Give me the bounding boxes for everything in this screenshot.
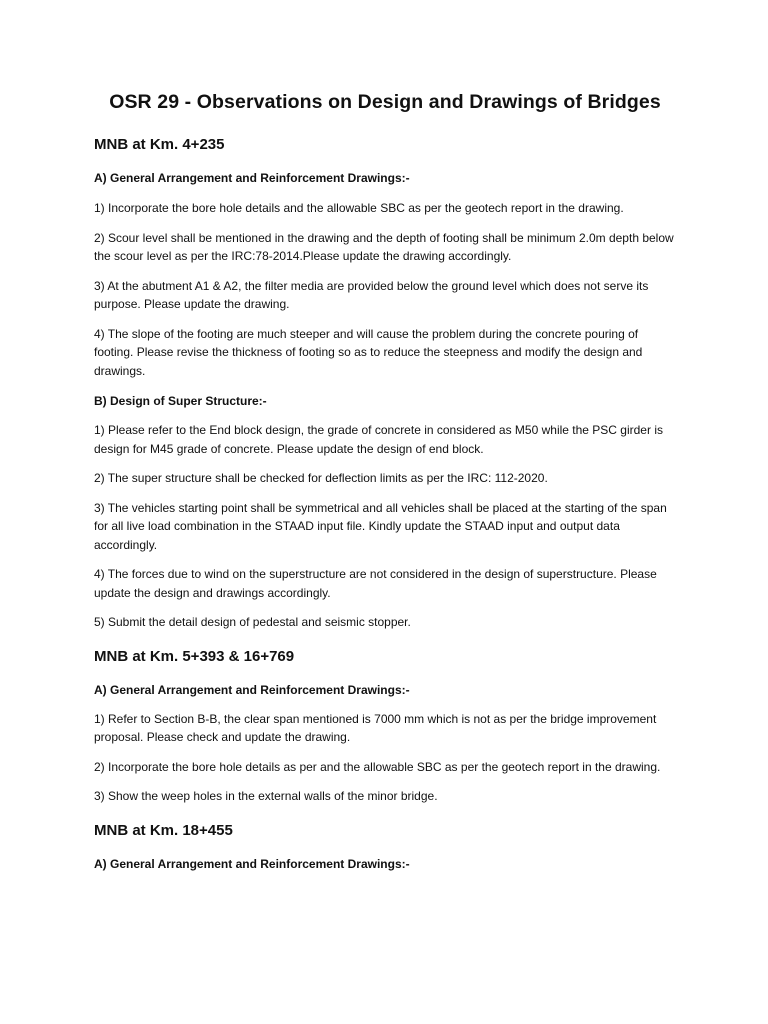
observation-item: 4) The slope of the footing are much steeper and will cause the problem during the concrete pouring of footing. Please revise the thickness of footing so as to reduce the steepness and modify the design and drawings. (94, 326, 643, 378)
document-page (0, 90, 768, 1024)
observation-list (94, 710, 676, 806)
observation-item: 2) Scour level shall be mentioned in the drawing and the depth of footing shall be minimum 2.0m depth below the scour level as per the IRC:78-2014.Please update the drawing accordingly. (94, 230, 674, 263)
observation-item: 4) The forces due to wind on the superstructure are not considered in the design of superstructure. Please update the design and drawings accordingly. (94, 567, 657, 600)
observation-item: 2) The super structure shall be checked for deflection limits as per the IRC: 112-2020. (94, 471, 548, 485)
observation-list (94, 421, 676, 632)
observation-item: 1) Incorporate the bore hole details and the allowable SBC as per the geotech report in the drawing. (94, 201, 624, 215)
subsection-heading: A) General Arrangement and Reinforcement Drawings:- (94, 171, 410, 185)
section-mnb-4-235 (94, 135, 676, 632)
section-heading: MNB at Km. 18+455 (94, 821, 233, 839)
observation-item: 5) Submit the detail design of pedestal and seismic stopper. (94, 615, 411, 629)
observation-item: 1) Please refer to the End block design, the grade of concrete in considered as M50 while the PSC girder is design for M45 grade of concrete. Please update the design of end block. (94, 423, 663, 456)
observation-item: 3) At the abutment A1 & A2, the filter media are provided below the ground level which does not serve its purpose. Please update the drawing. (94, 278, 649, 311)
observation-list (94, 199, 676, 380)
observation-item: 1) Refer to Section B-B, the clear span mentioned is 7000 mm which is not as per the bridge improvement proposal. Please check and update the drawing. (94, 711, 657, 744)
section-mnb-18-455 (94, 821, 676, 873)
subsection-heading: B) Design of Super Structure:- (94, 394, 267, 408)
subsection-heading: A) General Arrangement and Reinforcement Drawings:- (94, 856, 410, 871)
section-mnb-5-393 (94, 647, 676, 806)
document-title: OSR 29 - Observations on Design and Drawings of Bridges (109, 91, 661, 113)
observation-item: 3) The vehicles starting point shall be symmetrical and all vehicles shall be placed at the starting of the span for all live load combination in the STAAD input file. Kindly update the STAAD input and output data accordingly. (94, 500, 667, 552)
section-heading: MNB at Km. 4+235 (94, 136, 225, 153)
section-heading: MNB at Km. 5+393 & 16+769 (94, 647, 295, 665)
subsection-heading: A) General Arrangement and Reinforcement Drawings:- (94, 682, 410, 697)
observation-item: 3) Show the weep holes in the external walls of the minor bridge. (94, 789, 438, 803)
observation-item: 2) Incorporate the bore hole details as per and the allowable SBC as per the geotech report in the drawing. (94, 759, 661, 774)
